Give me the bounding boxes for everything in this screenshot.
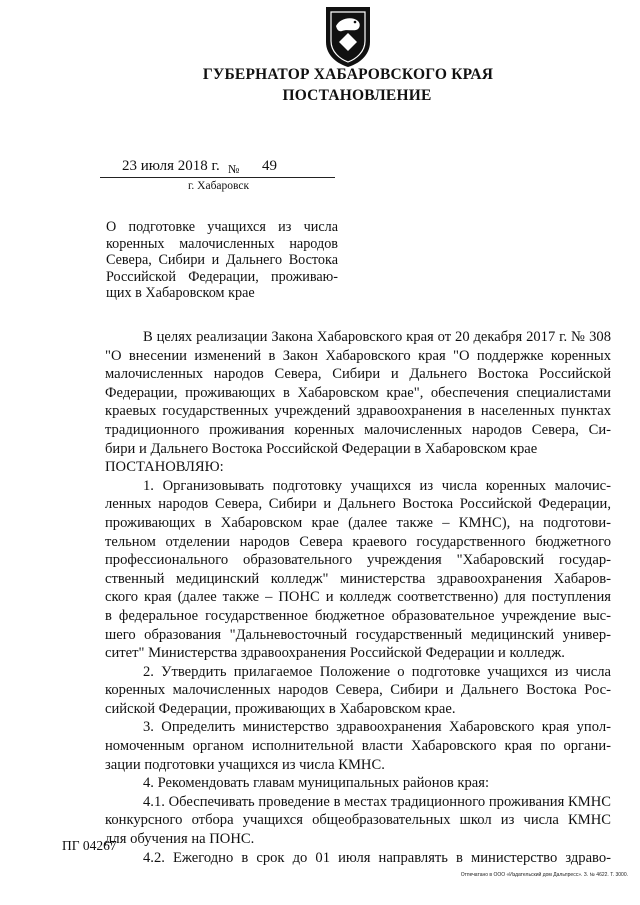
body-line: 4. Рекомендовать главам муниципальных районов края: xyxy=(143,775,489,792)
body-line: номоченным органом исполнительной власти Хабаровского края по органи- xyxy=(105,738,611,755)
body-line: шего образования "Дальневосточный государственный медицинский универ- xyxy=(105,626,611,643)
body-line: проживающих в Хабаровском крае (далее также – КМНС), на подготови- xyxy=(105,514,611,531)
subject-line: щих в Хабаровском крае xyxy=(106,285,255,301)
authority-title: ГУБЕРНАТОР ХАБАРОВСКОГО КРАЯ xyxy=(202,66,494,83)
body-line: ситет" Министерства здравоохранения Российской Федерации и колледж. xyxy=(105,645,565,662)
document-date: 23 июля 2018 г. xyxy=(122,158,220,174)
body-line: тельном отделении народов Севера краевого государственного бюджетного xyxy=(105,533,611,550)
body-line: ского края (далее также – ПОНС и колледж соответственно) для поступления xyxy=(105,589,611,606)
subject-line: Российской Федерации, проживаю- xyxy=(106,268,338,285)
subject-line: коренных малочисленных народов xyxy=(106,235,338,252)
body-line: традиционного проживания коренных малочисленных народов Севера, Си- xyxy=(105,421,611,438)
body-line: сийской Федерации, проживающих в Хабаровском крае. xyxy=(105,700,456,717)
body-line: 4.1. Обеспечивать проведение в местах традиционного проживания КМНС xyxy=(143,793,611,810)
subject-line: О подготовке учащихся из числа xyxy=(106,219,338,235)
date-underline xyxy=(100,177,335,178)
body-line: профессионального образовательного учреждения "Хабаровский государ- xyxy=(105,552,611,569)
document-subject xyxy=(106,219,338,302)
body-line: 4.2. Ежегодно в срок до 01 июля направлять в министерство здраво- xyxy=(143,849,611,866)
body-line: В целях реализации Закона Хабаровского края от 20 декабря 2017 г. № 308 xyxy=(143,329,611,345)
document-type-title: ПОСТАНОВЛЕНИЕ xyxy=(282,87,432,104)
subject-line: Севера, Сибири и Дальнего Востока xyxy=(106,252,338,268)
body-line: зации подготовки учащихся из числа КМНС. xyxy=(105,756,385,773)
body-line: Федерации, проживающих в Хабаровском крае", обеспечения специалистами xyxy=(105,384,611,401)
document-body xyxy=(105,328,611,867)
body-line: 3. Определить министерство здравоохранения Хабаровского края упол- xyxy=(143,719,611,736)
body-line: краевых государственных учреждений здравоохранения в населенных пунктах xyxy=(105,403,611,420)
form-code: ПГ 04267 xyxy=(62,838,117,853)
body-line: конкурсного отбора учащихся общеобразовательных школ из числа КМНС xyxy=(105,812,611,829)
body-line: ленных народов Севера, Сибири и Дальнего Востока Российской Федерации, xyxy=(105,496,611,513)
printer-imprint: Отпечатано в ООО «Издательский дом Дальпресс». З. № 4622. Т. 3000. xyxy=(460,872,628,878)
body-line: ПОСТАНОВЛЯЮ: xyxy=(105,459,224,476)
body-line: в федеральное государственное бюджетное образовательное учреждение выс- xyxy=(105,607,611,624)
body-line: ственный медицинский колледж" министерства здравоохранения Хабаров- xyxy=(105,570,611,587)
body-line: бири и Дальнего Востока Российской Федерации в Хабаровском крае xyxy=(105,440,538,457)
body-line: 2. Утвердить прилагаемое Положение о подготовке учащихся из числа xyxy=(143,663,611,680)
document-number: 49 xyxy=(262,158,277,174)
body-line: 1. Организовывать подготовку учащихся из числа коренных малочис- xyxy=(143,477,611,494)
body-line: коренных малочисленных народов Севера, Сибири и Дальнего Востока Рос- xyxy=(105,682,611,699)
document-city: г. Хабаровск xyxy=(188,180,250,192)
coat-of-arms-emblem xyxy=(322,4,374,68)
number-sign: № xyxy=(228,162,240,176)
body-line: "О внесении изменений в Закон Хабаровского края "О поддержке коренных xyxy=(105,347,611,364)
body-line: малочисленных народов Севера, Сибири и Дальнего Востока Российской xyxy=(105,366,611,383)
body-line: для обучения на ПОНС. xyxy=(105,831,255,848)
